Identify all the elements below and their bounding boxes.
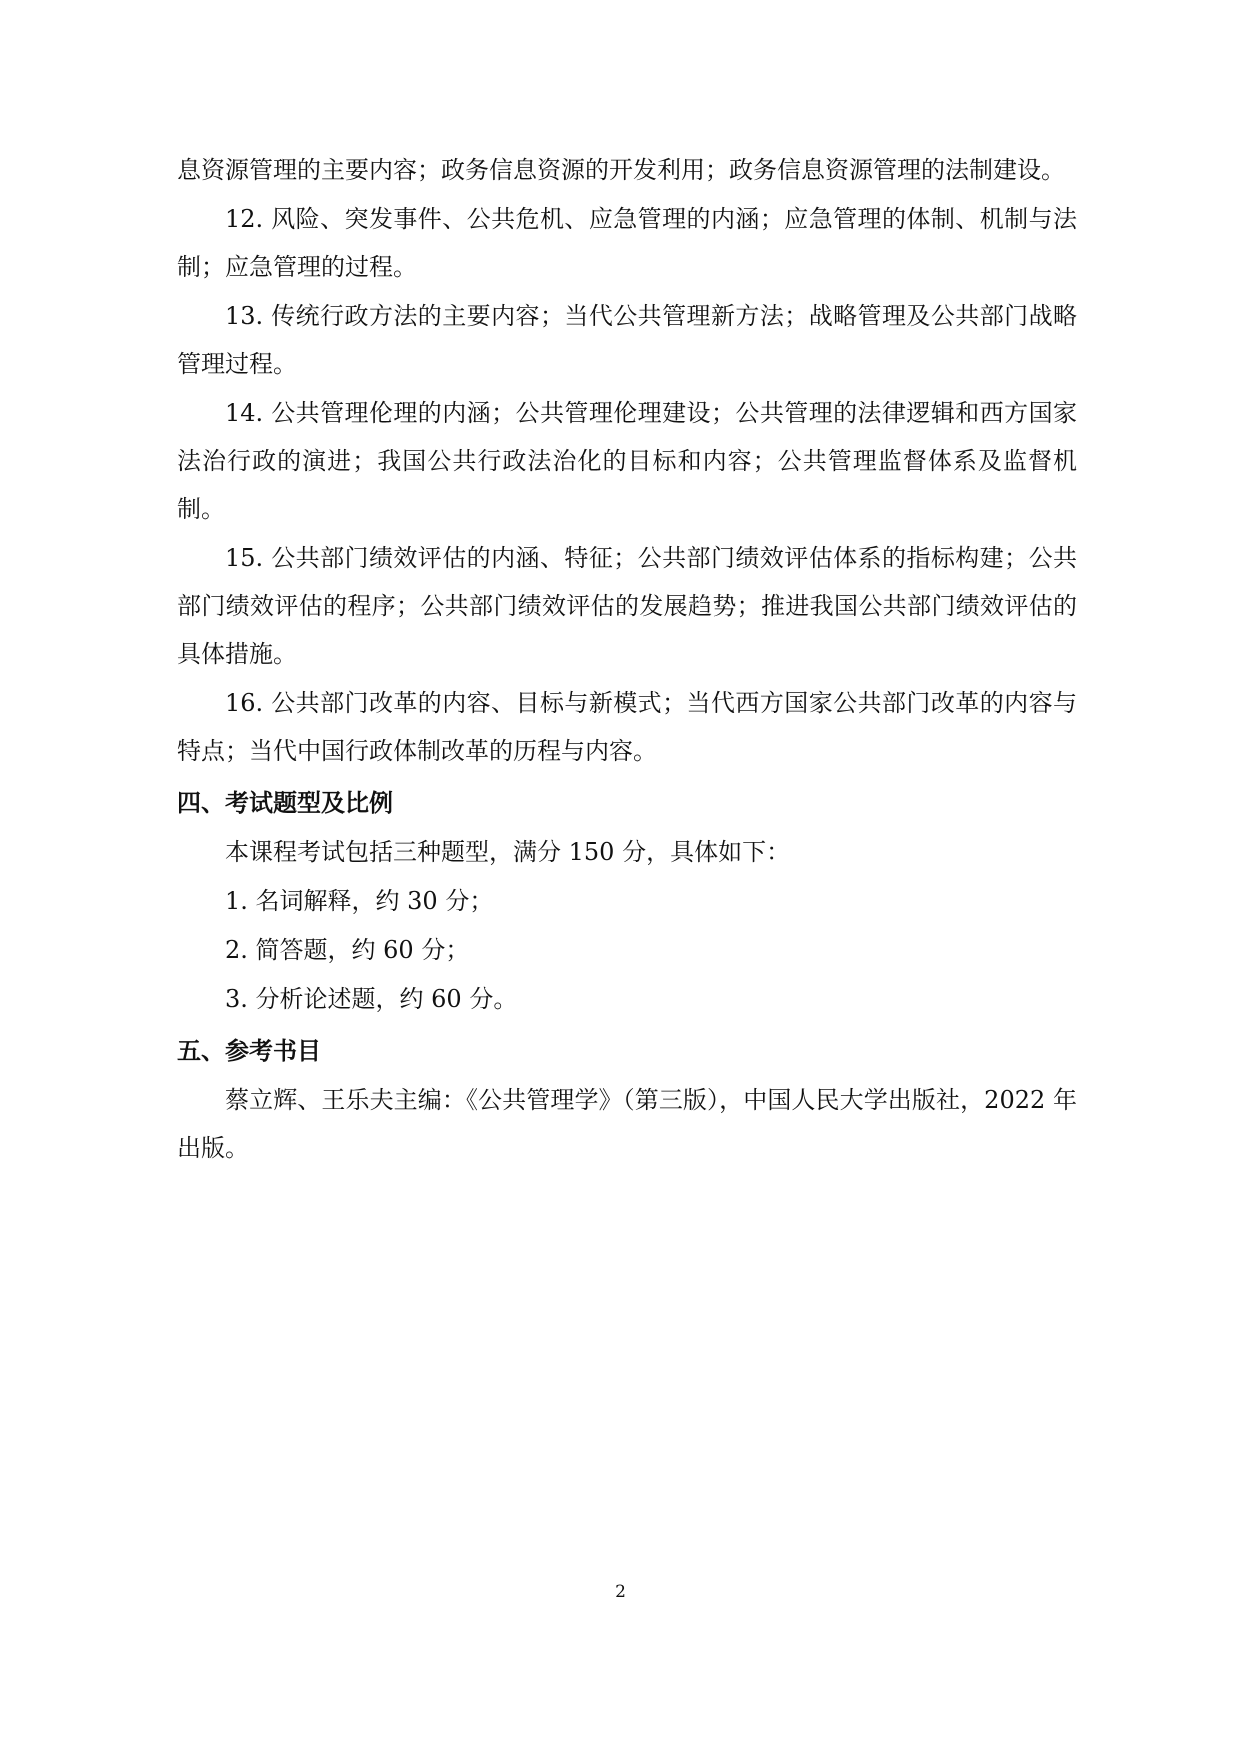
page-number: 2 <box>615 1582 626 1602</box>
exam-type-1: 1. 名词解释，约 30 分； <box>225 887 494 915</box>
exam-type-2: 2. 简答题，约 60 分； <box>225 936 470 964</box>
syllabus-item-16: 16. 公共部门改革的内容、目标与新模式；当代西方国家公共部门改革的内容与特点；当代中国行政体制改革的历程与内容。 <box>177 689 1077 765</box>
exam-type-3: 3. 分析论述题，约 60 分。 <box>225 985 518 1013</box>
continuation-paragraph: 息资源管理的主要内容；政务信息资源的开发利用；政务信息资源管理的法制建设。 <box>177 156 1065 184</box>
syllabus-item-13: 13. 传统行政方法的主要内容；当代公共管理新方法；战略管理及公共部门战略管理过程。 <box>177 302 1077 378</box>
syllabus-item-12: 12. 风险、突发事件、公共危机、应急管理的内涵；应急管理的体制、机制与法制；应急管理的过程。 <box>177 205 1077 281</box>
syllabus-item-14: 14. 公共管理伦理的内涵；公共管理伦理建设；公共管理的法律逻辑和西方国家法治行政的演进；我国公共行政法治化的目标和内容；公共管理监督体系及监督机制。 <box>177 399 1077 523</box>
reference-book: 蔡立辉、王乐夫主编：《公共管理学》（第三版），中国人民大学出版社，2022 年出版。 <box>177 1086 1077 1162</box>
section-heading-references: 五、参考书目 <box>177 1036 321 1065</box>
exam-intro: 本课程考试包括三种题型，满分 150 分，具体如下： <box>225 838 791 866</box>
syllabus-item-15: 15. 公共部门绩效评估的内涵、特征；公共部门绩效评估体系的指标构建；公共部门绩效评估的程序；公共部门绩效评估的发展趋势；推进我国公共部门绩效评估的具体措施。 <box>177 544 1077 668</box>
section-heading-exam-types: 四、考试题型及比例 <box>177 788 393 817</box>
document-body <box>177 146 1077 1173</box>
